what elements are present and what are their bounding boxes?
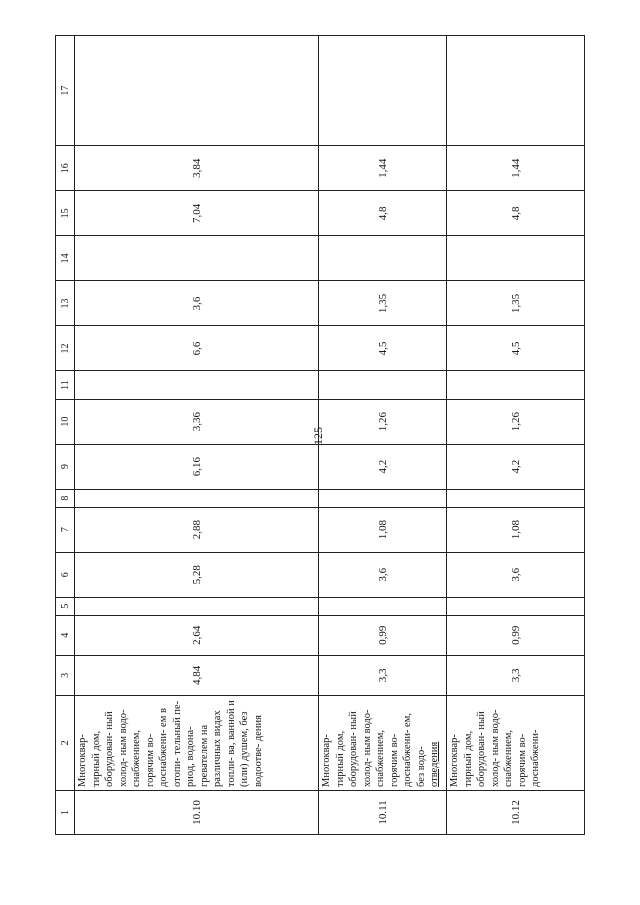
table-cell	[75, 489, 319, 507]
table-cell	[75, 371, 319, 399]
column-header: 14	[56, 236, 75, 281]
column-header: 7	[56, 507, 75, 552]
column-header: 15	[56, 191, 75, 236]
row-description	[447, 695, 585, 790]
table-cell: 2,88	[75, 507, 319, 552]
tariff-table	[55, 35, 585, 835]
table-cell	[75, 36, 319, 146]
rotated-table-container	[55, 35, 583, 835]
table-cell: 0,99	[319, 615, 447, 655]
table-cell: 4,2	[319, 444, 447, 489]
table-cell	[447, 236, 585, 281]
row-number: 10.10	[75, 790, 319, 834]
table-cell: 0,99	[447, 615, 585, 655]
column-header: 17	[56, 36, 75, 146]
row-description	[75, 695, 319, 790]
column-header: 11	[56, 371, 75, 399]
table-cell: 1,08	[447, 507, 585, 552]
table-cell: 1,44	[447, 146, 585, 191]
table-cell: 4,8	[319, 191, 447, 236]
table-row	[447, 36, 585, 835]
table-row	[319, 36, 447, 835]
table-cell	[319, 36, 447, 146]
table-cell: 3,6	[319, 552, 447, 597]
row-number: 10.11	[319, 790, 447, 834]
table-cell	[75, 597, 319, 615]
table-cell: 1,35	[447, 281, 585, 326]
table-cell: 3,36	[75, 399, 319, 444]
description-underlined: отведения	[429, 741, 440, 787]
table-cell: 4,5	[319, 326, 447, 371]
column-header: 4	[56, 615, 75, 655]
page-number: 125	[311, 427, 325, 445]
table-cell	[75, 236, 319, 281]
table-cell	[319, 597, 447, 615]
column-header: 8	[56, 489, 75, 507]
table-cell	[319, 371, 447, 399]
column-header: 16	[56, 146, 75, 191]
column-header: 10	[56, 399, 75, 444]
table-cell	[447, 597, 585, 615]
table-cell: 6,16	[75, 444, 319, 489]
table-cell: 3,3	[319, 655, 447, 695]
description-text: Многоквар- тирный дом, оборудован- ный холод- ным водо- снабжением, горячим во- доснабжени- ем, без водо-	[321, 709, 427, 787]
column-header: 5	[56, 597, 75, 615]
row-number: 10.12	[447, 790, 585, 834]
table-cell	[319, 489, 447, 507]
column-header: 3	[56, 655, 75, 695]
table-cell: 5,28	[75, 552, 319, 597]
description-text: Многоквар- тирный дом, оборудован- ный холод- ным водо- снабжением, горячим во- доснабжени-	[449, 709, 541, 787]
table-cell: 7,04	[75, 191, 319, 236]
table-cell: 1,26	[447, 399, 585, 444]
column-header: 13	[56, 281, 75, 326]
table-cell: 1,44	[319, 146, 447, 191]
table-cell: 2,64	[75, 615, 319, 655]
rotated-table-wrapper	[55, 35, 583, 835]
table-cell	[447, 36, 585, 146]
column-header: 6	[56, 552, 75, 597]
table-cell: 4,8	[447, 191, 585, 236]
table-cell: 3,6	[75, 281, 319, 326]
description-text: Многоквар- тирный дом, оборудован- ный холод- ным водо- снабжением, горячим во- доснабжени- ем в отопи- тельный пе- риод, водона- гревателем на различных видах топли- ва, ванной и (или) душем, без водоотве- дения	[77, 700, 264, 787]
table-cell	[319, 236, 447, 281]
table-cell	[447, 371, 585, 399]
row-description	[319, 695, 447, 790]
table-cell	[447, 489, 585, 507]
column-header: 12	[56, 326, 75, 371]
column-header: 1	[56, 790, 75, 834]
column-header: 2	[56, 695, 75, 790]
table-cell: 1,08	[319, 507, 447, 552]
table-cell: 3,84	[75, 146, 319, 191]
table-cell: 1,35	[319, 281, 447, 326]
table-cell: 4,5	[447, 326, 585, 371]
table-cell: 6,6	[75, 326, 319, 371]
column-header: 9	[56, 444, 75, 489]
table-cell: 4,2	[447, 444, 585, 489]
table-cell: 4,84	[75, 655, 319, 695]
table-cell: 3,6	[447, 552, 585, 597]
header-row	[56, 36, 75, 835]
table-row	[75, 36, 319, 835]
table-cell: 3,3	[447, 655, 585, 695]
table-cell: 1,26	[319, 399, 447, 444]
